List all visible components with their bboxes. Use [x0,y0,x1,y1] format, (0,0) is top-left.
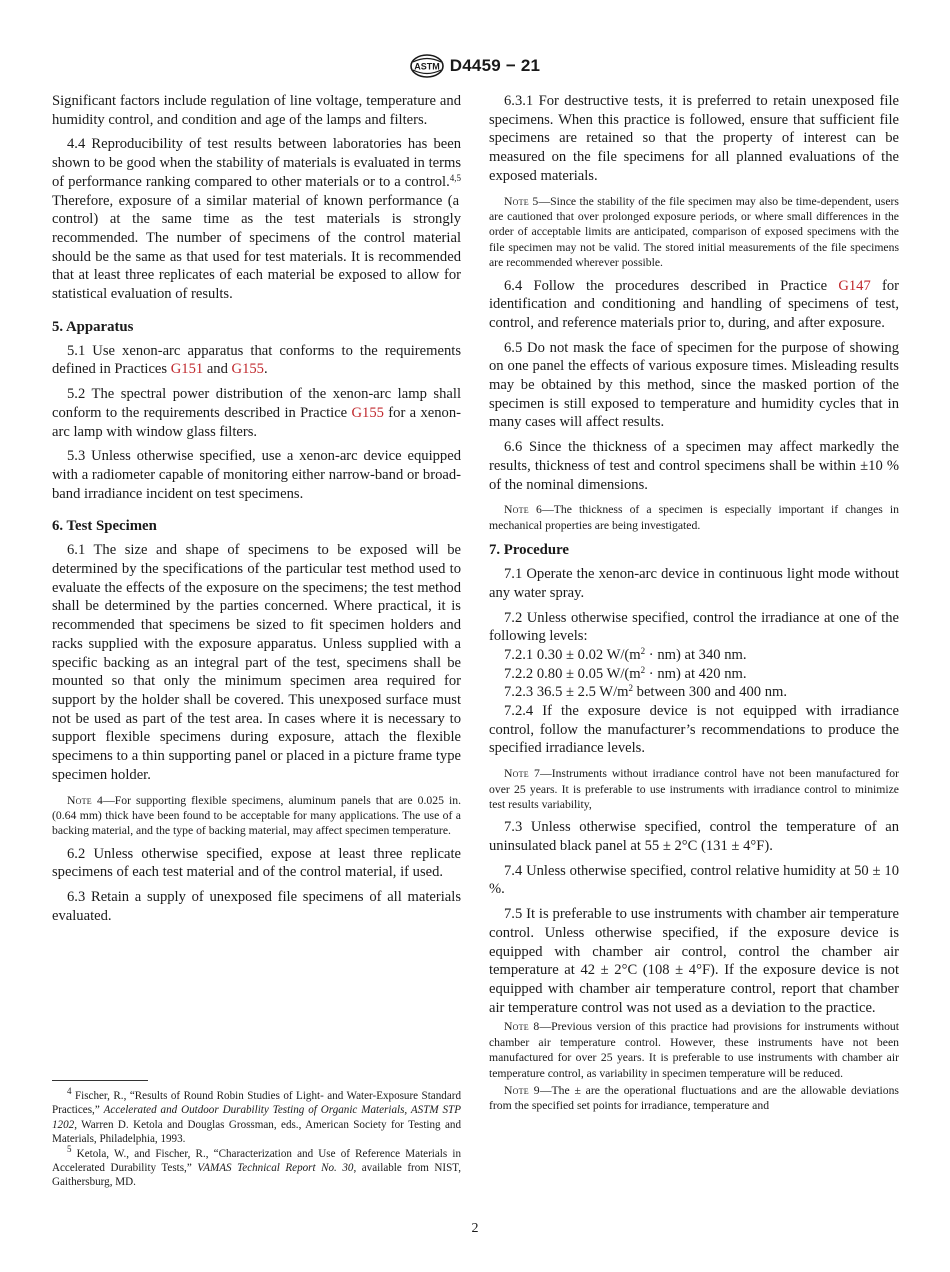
paragraph-4-4: 4.4 Reproducibility of test results between laboratories has been shown to be good when the stability of materials is evaluated in terms of performance ranking compared to other materials or to a control.$^{4,5}$ Therefore, exposure of a similar material of known performance (a control) at the same time as the test materials is strongly recommended. The number of specimens of the control material should be the same as that used for test materials. It is recommended that at least three replicates of each material be exposed to allow for statistical evaluation of results. [52,136,461,303]
link-g147[interactable]: G147 [838,277,871,294]
paragraph-6-4: 6.4 Follow the procedures described in Practice G147 for identification and conditioning and handling of specimens of test, control, and reference materials prior to, during, and after exposure. [489,277,899,331]
section-heading-apparatus: 5. Apparatus [52,318,134,335]
paragraph-5-2: 5.2 The spectral power distribution of the xenon-arc lamp shall conform to the requirements described in Practice G155 for a xenon-arc lamp with window glass filters. [52,386,461,440]
paragraph-7-2-1: 7.2.1 0.30 ± 0.02 $W/(m^2 \cdot nm)$ at 340 nm. [504,645,747,663]
note-6: Note 6—The thickness of a specimen is especially important if changes in mechanical properties are being investigated. [489,503,899,532]
paragraph-7-2-4: 7.2.4 If the exposure device is not equipped with irradiance control, follow the manufacturer’s recommendations to produce the specified irradiance levels. [489,703,899,757]
paragraph-7-3: 7.3 Unless otherwise specified, control the temperature of an uninsulated black panel at 55 ± 2°C (131 ± 4°F). [489,819,899,855]
paragraph-6-6: 6.6 Since the thickness of a specimen may affect markedly the results, thickness of test and control specimens shall be within ±10 % of the nominal dimensions. [489,439,899,493]
note-7: Note 7—Instruments without irradiance control have not been manufactured for over 25 years. It is preferable to use instruments with irradiance control to minimize test results variability, [489,767,899,811]
paragraph-7-2-3: 7.2.3 36.5 ± 2.5 $W/m^2$ between 300 and 400 nm. [504,683,788,701]
page-header [0,54,950,84]
footnote-5: $^5$ Ketola, W., and Fischer, R., “Characterization and Use of Reference Materials in Accelerated Durability Tests,” VAMAS Technical Report No. 30, available from NIST, Gaithersburg, MD. [52,1143,462,1189]
note-9: Note 9—The ± are the operational fluctuations and are the allowable deviations from the specified set points for irradiance, temperature and [489,1084,899,1113]
paragraph-continued: Significant factors include regulation of line voltage, temperature and humidity control, and condition and age of the lamps and filters. [52,93,461,128]
link-g155[interactable]: G155 [351,404,384,421]
footnotes [52,1086,462,1190]
paragraph-6-3: 6.3 Retain a supply of unexposed file specimens of all materials evaluated. [52,889,461,924]
paragraph-7-1: 7.1 Operate the xenon-arc device in continuous light mode without any water spray. [489,566,899,601]
paragraph-6-3-1: 6.3.1 For destructive tests, it is preferred to retain unexposed file specimens. When this practice is followed, ensure that sufficient file specimens are retained so that the property of interest can be measured on the file specimens for all planned evaluations of the exposed materials. [489,93,899,184]
section-heading-test-specimen: 6. Test Specimen [52,518,157,535]
note-8: Note 8—Previous version of this practice had provisions for instruments without chamber air temperature control. However, these instruments have not been manufactured for over 25 years. It is preferable to use instruments with chamber air temperature control, as variability in specimen temperature will be reduced. [489,1020,899,1080]
paragraph-5-1: 5.1 Use xenon-arc apparatus that conforms to the requirements defined in Practices G151 and G155. [52,342,461,378]
paragraph-6-2: 6.2 Unless otherwise specified, expose at least three replicate specimens of each test material and of the control material, if used. [52,845,461,881]
section-heading-procedure: 7. Procedure [489,542,569,559]
paragraph-6-1: 6.1 The size and shape of specimens to be exposed will be determined by the specifications of the particular test method used to evaluate the effects of the exposure on the specimens; the test method shall be determined by the parties concerned. Where practical, it is recommended that specimens be sized to fit specimen holders and racks supplied with the exposure apparatus. Unless supplied with a specific backing as an integral part of the test, specimens shall be mounted so that only the minimum specimen area required for support by the holder shall be covered. This unexposed surface must not be used as part of the test area. In cases where it is necessary to support flexible specimens during exposure, attach the flexible specimens to a thin supporting panel or placed in a picture frame type specimen holder. [52,542,461,783]
astm-logo-icon [410,54,444,78]
footnote-ref[interactable]: 4,5 [449,172,461,183]
paragraph-7-4: 7.4 Unless otherwise specified, control relative humidity at 50 ± 10 %. [489,862,899,898]
paragraph-7-2-2: 7.2.2 0.80 ± 0.05 $W/(m^2 \cdot nm)$ at 420 nm. [504,664,747,682]
link-g155[interactable]: G155 [231,361,264,378]
left-column [52,92,461,926]
paragraph-7-5: 7.5 It is preferable to use instruments with chamber air temperature control. Unless otherwise specified, if the exposure device is equipped with chamber air control, control the chamber air temperature at 42 ± 2°C (108 ± 4°F). If the exposure device is not equipped with chamber air temperature control, report that chamber air temperature control was not used as a deviation to the practice. [489,906,899,1016]
note-4: Note 4—For supporting flexible specimens, aluminum panels that are 0.025 in. (0.64 mm) thick have been found to be acceptable for many applications. The use of a backing material, and the type of backing material, may affect specimen temperature. [52,793,461,838]
svg-text:ASTM: ASTM [414,61,440,72]
note-5: Note 5—Since the stability of the file specimen may also be time-dependent, users are cautioned that over prolonged exposure periods, or where small differences in the order of acceptable limits are anticipated, comparison of exposed specimens with the file specimen may not be valid. The stored initial measurements of the file specimens are recommended wherever possible. [489,194,899,270]
footnote-4: $^4$ Fischer, R., “Results of Round Robin Studies of Light- and Water-Exposure Standard Practices,” Accelerated and Outdoor Durability Testing of Organic Materials, ASTM STP 1202, Warren D. Ketola and Douglas Grossman, eds., American Society for Testing and Materials, Philadelphia, 1993. [52,1086,462,1146]
footnote-divider [52,1080,148,1081]
right-column [489,92,899,1120]
page-number: 2 [471,1221,479,1236]
link-g151[interactable]: G151 [170,361,204,378]
paragraph-7-2: 7.2 Unless otherwise specified, control the irradiance at one of the following levels: [489,609,899,645]
paragraph-5-3: 5.3 Unless otherwise specified, use a xenon-arc device equipped with a radiometer capable of monitoring either narrow-band or broad-band irradiance incident on test specimens. [52,448,461,502]
document-designation: D4459 − 21 [449,56,541,75]
paragraph-6-5: 6.5 Do not mask the face of specimen for the purpose of showing on one panel the effects of various exposure times. Misleading results may be obtained by this method, since the masked portion of the specimen is still exposed to temperature and humidity cycles that in many cases will affect results. [489,339,899,431]
